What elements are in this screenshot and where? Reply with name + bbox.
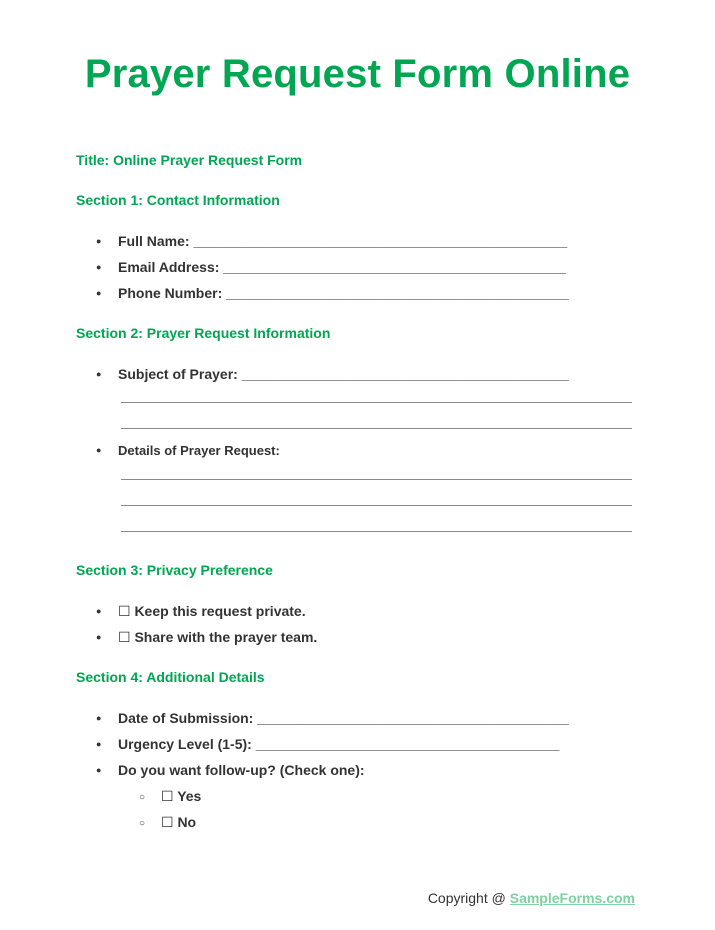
bullet-icon: ● [96,445,102,455]
writing-line [121,531,632,532]
privacy-option-private: ● ☐ Keep this request private. [96,603,306,619]
bullet-icon: ● [96,739,102,749]
writing-line [121,428,632,429]
privacy-option-share: ● ☐ Share with the prayer team. [96,629,318,645]
bullet-icon: ● [96,236,102,246]
follow-up-no: ○ ☐ No [139,814,197,830]
bullet-icon: ● [96,606,102,616]
bullet-icon: ● [96,369,102,379]
writing-line [121,479,632,480]
section-2-heading: Section 2: Prayer Request Information [76,325,331,341]
copyright-footer: Copyright @ SampleForms.com [427,890,635,906]
section-4-heading: Section 4: Additional Details [76,669,265,685]
follow-up-yes: ○ ☐ Yes [139,788,202,804]
bullet-icon: ● [96,632,102,642]
circle-bullet-icon: ○ [139,792,146,803]
section-1-heading: Section 1: Contact Information [76,192,280,208]
page-title: Prayer Request Form Online [84,52,631,96]
details-field: ● Details of Prayer Request: [96,443,280,458]
bullet-icon: ● [96,765,102,775]
section-3-heading: Section 3: Privacy Preference [76,562,273,578]
email-field: ● Email Address: ____________________________________________ [96,259,566,275]
circle-bullet-icon: ○ [139,818,146,829]
bullet-icon: ● [96,288,102,298]
writing-line [121,505,632,506]
document-title: Title: Online Prayer Request Form [76,152,303,168]
bullet-icon: ● [96,713,102,723]
bullet-icon: ● [96,262,102,272]
writing-line [121,402,632,403]
phone-field: ● Phone Number: ____________________________________________ [96,285,569,301]
subject-field: ● Subject of Prayer: __________________________________________ [96,366,569,382]
submission-date-field: ● Date of Submission: ________________________________________ [96,710,569,726]
brand-link[interactable]: SampleForms.com [509,890,635,906]
follow-up-question: ● Do you want follow-up? (Check one): [96,762,365,778]
urgency-field: ● Urgency Level (1-5): _______________________________________ [96,736,560,752]
full-name-field: ● Full Name: ________________________________________________ [96,233,568,249]
